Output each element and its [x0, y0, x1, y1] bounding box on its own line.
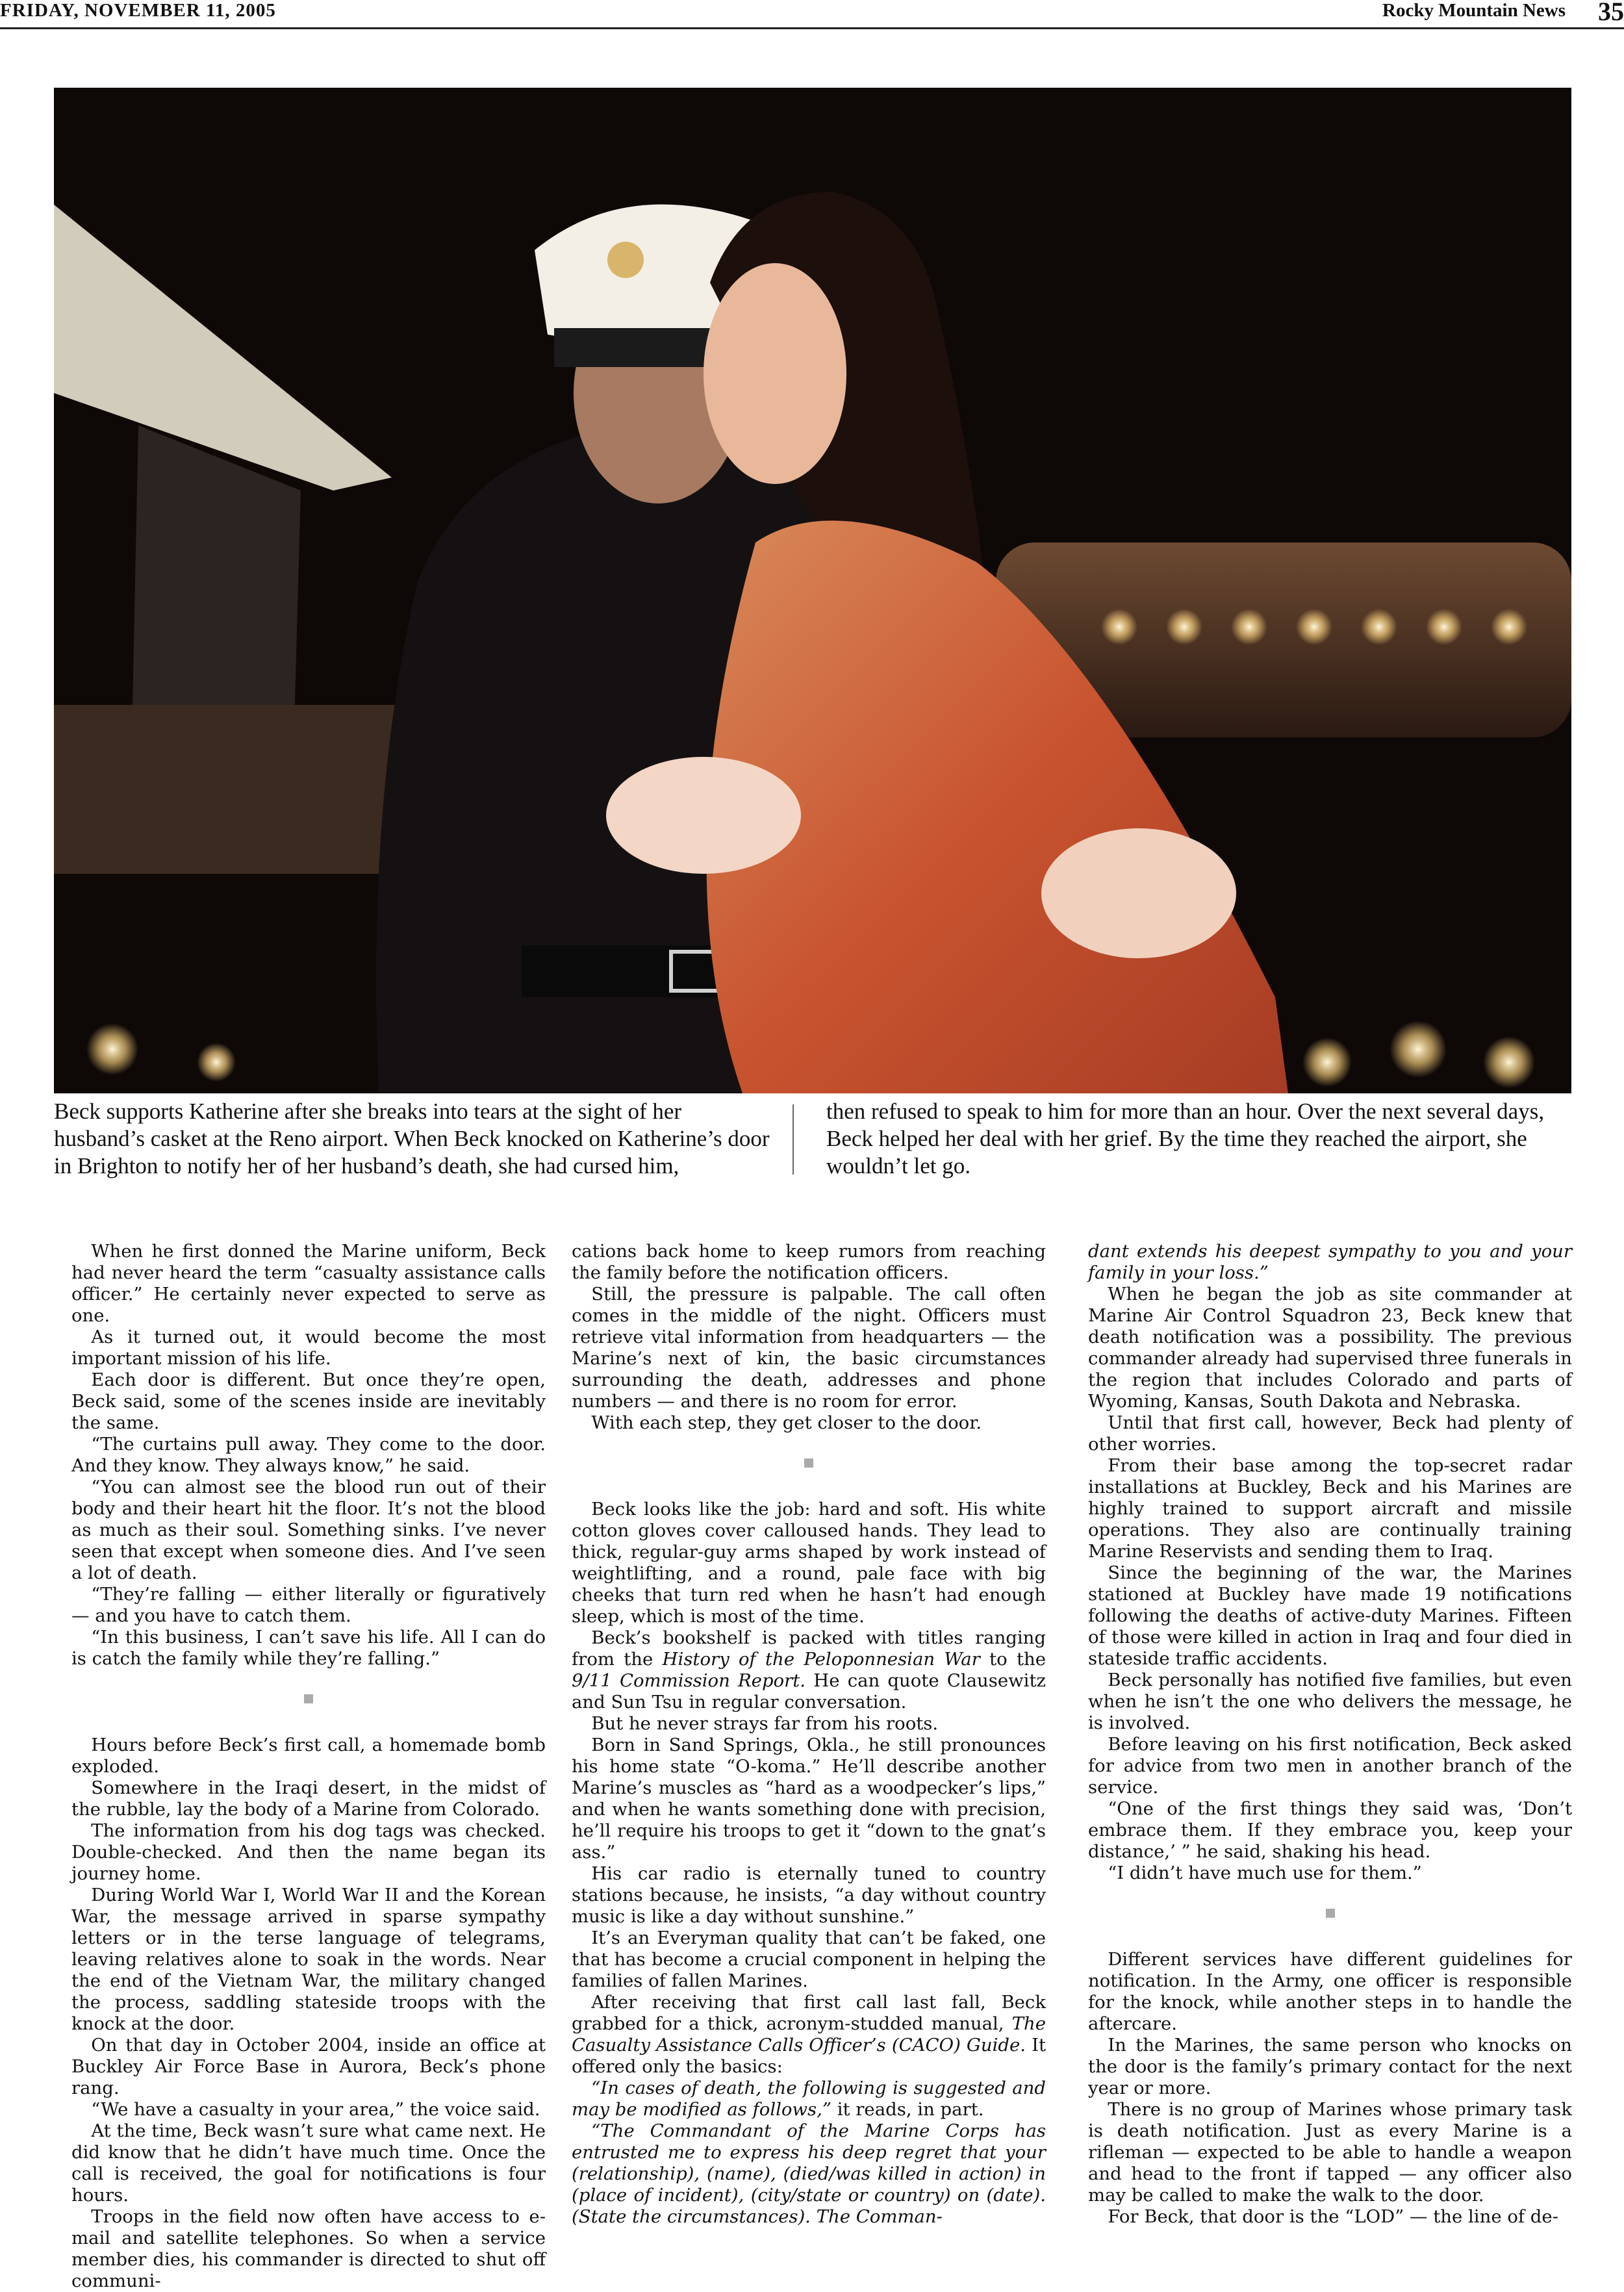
text-run: He can quote Clausewitz and Sun Tsu in regular conversation. — [572, 1670, 1046, 1713]
paragraph: It’s an Everyman quality that can’t be faked, one that has become a crucial component in helping the families of fallen Marines. — [572, 1928, 1046, 1991]
paragraph: In the Marines, the same person who knocks on the door is the family’s primary contact for the next year or more. — [1088, 2035, 1572, 2098]
publication-name: Rocky Mountain News — [1382, 0, 1566, 21]
text-run: It offered only the basics: — [572, 2035, 1047, 2077]
paragraph: From their base among the top-secret radar installations at Buckley, Beck and his Marines are highly trained to support aircraft and missile operations. They also are continually training Marine Reservists and sending them to Iraq. — [1088, 1455, 1572, 1562]
page-header — [0, 0, 1624, 29]
paragraph: Born in Sand Springs, Okla., he still pronounces his home state “O-koma.” He’ll describe another Marine’s muscles as “hard as a woodpecker’s lips,” and when he wants something done with precision, he’ll require his troops to get it “down to the gnat’s ass.” — [572, 1735, 1046, 1863]
paragraph: But he never strays far from his roots. — [591, 1713, 939, 1734]
paragraph: Different services have different guidelines for notification. In the Army, one officer is responsible for the knock, while another steps in to handle the aftercare. — [1088, 1949, 1572, 2034]
paragraph: The information from his dog tags was checked. Double-checked. And then the name began its journey home. — [71, 1820, 546, 1884]
paragraph: “The Commandant of the Marine Corps has entrusted me to express his deep regret that your (relationship), (name), (died/was killed in action) in (place of incident), (city/state or country) on (date). (State the circumstances). The Comman- — [572, 2120, 1046, 2227]
paragraph: During World War I, World War II and the Korean War, the message arrived in sparse sympathy letters or in the terse language of telegrams, leaving relatives alone to soak in the words. Near the end of the Vietnam War, the military changed the process, saddling stateside troops with the knock at the door. — [71, 1885, 546, 2034]
paragraph: For Beck, that door is the “LOD” — the line of de- — [1108, 2206, 1558, 2227]
paragraph: Since the beginning of the war, the Marines stationed at Buckley have made 19 notifications following the deaths of active-duty Marines. Fifteen of those were killed in action in Iraq and four died in stateside traffic accidents. — [1088, 1562, 1572, 1669]
text-run: Beck’s bookshelf is packed with titles ranging from the — [572, 1627, 1046, 1670]
paragraph: When he first donned the Marine uniform, Beck had never heard the term “casualty assistance calls officer.” He certainly never expected to serve as one. — [71, 1241, 546, 1326]
article-column-1 — [71, 1241, 546, 2292]
main-photo — [54, 88, 1571, 1093]
photo-caption-part2: then refused to speak to him for more than an hour. Over the next several days, Beck helped her deal with her grief. By the time they reached the airport, she wouldn’t let go. — [826, 1099, 1545, 1178]
paragraph: “In this business, I can’t save his life. All I can do is catch the family while they’re falling.” — [71, 1627, 546, 1669]
text-run: it reads, in part. — [831, 2099, 984, 2120]
quote-text: “In cases of death, the following is suggested and may be modified as follows,” — [572, 2078, 1046, 2120]
photo-marine-hugging-woman-icon — [54, 88, 1571, 1093]
photo-caption-part1: Beck supports Katherine after she breaks into tears at the sight of her husband’s casket at the Reno airport. When Beck knocked on Katherine’s door in Brighton to notify her of her husband’s death, she had cursed him, — [54, 1099, 770, 1178]
paragraph: Before leaving on his first notification, Beck asked for advice from two men in another branch of the service. — [1088, 1734, 1572, 1798]
page-number: 35 — [1598, 0, 1624, 26]
section-separator — [1088, 1884, 1572, 1949]
paragraph: “I didn’t have much use for them.” — [1108, 1863, 1422, 1883]
paragraph: There is no group of Marines whose primary task is death notification. Just as every Marine is a rifleman — expected to be able to handle a weapon and head to the front if tapped — any officer also may be called to make the walk to the door. — [1088, 2099, 1572, 2206]
paragraph: “They’re falling — either literally or figuratively — and you have to catch them. — [71, 1584, 546, 1626]
paragraph: Still, the pressure is palpable. The call often comes in the middle of the night. Officers must retrieve vital information from headquarters — the Marine’s next of kin, the basic circumstances surrounding the death, addresses and phone numbers — and there is no room for error. — [572, 1284, 1046, 1412]
paragraph: Hours before Beck’s first call, a homemade bomb exploded. — [71, 1735, 546, 1777]
book-title: 9/11 Commission Report. — [572, 1670, 806, 1691]
paragraph: “The curtains pull away. They come to the door. And they know. They always know,” he said. — [71, 1434, 546, 1476]
paragraph — [572, 1627, 1046, 1713]
paragraph: His car radio is eternally tuned to country stations because, he insists, “a day without country music is like a day without sunshine.” — [572, 1863, 1046, 1927]
paragraph: Somewhere in the Iraqi desert, in the midst of the rubble, lay the body of a Marine from Colorado. — [71, 1777, 546, 1820]
paragraph: “One of the first things they said was, ‘Don’t embrace them. If they embrace you, keep your distance,’ ” he said, shaking his head. — [1088, 1798, 1572, 1862]
section-separator — [572, 1434, 1046, 1499]
paragraph: At the time, Beck wasn’t sure what came next. He did know that he didn’t have much time. Once the call is received, the goal for notifications is four hours. — [71, 2120, 546, 2206]
text-run: After receiving that first call last fall, Beck grabbed for a thick, acronym-studded manual, — [572, 1992, 1046, 2034]
paragraph — [572, 2078, 1046, 2120]
paragraph: Beck looks like the job: hard and soft. His white cotton gloves cover calloused hands. They lead to thick, regular-guy arms shaped by work instead of weightlifting, and a round, pale face with big cheeks that turn red when he hasn’t had enough sleep, which is most of the time. — [572, 1499, 1046, 1627]
text-run: to the — [980, 1649, 1046, 1670]
article-column-3 — [1088, 1241, 1572, 2228]
manual-title: The Casualty Assistance Calls Officer’s (CACO) Guide. — [572, 2013, 1046, 2056]
paragraph: “You can almost see the blood run out of their body and their heart hit the floor. It’s not the blood as much as their soul. Something sinks. I’ve never seen that except when someone dies. And I’ve seen a lot of death. — [71, 1477, 546, 1583]
paragraph: When he began the job as site commander at Marine Air Control Squadron 23, Beck knew that death notification was a possibility. The previous commander already had supervised three funerals in the region that includes Colorado and parts of Wyoming, Kansas, South Dakota and Nebraska. — [1088, 1284, 1572, 1412]
issue-date: FRIDAY, NOVEMBER 11, 2005 — [0, 0, 276, 21]
paragraph: On that day in October 2004, inside an office at Buckley Air Force Base in Aurora, Beck’s phone rang. — [71, 2035, 546, 2098]
paragraph: As it turned out, it would become the most important mission of his life. — [71, 1327, 546, 1369]
book-title: History of the Peloponnesian War — [662, 1649, 980, 1670]
paragraph: cations back home to keep rumors from reaching the family before the notification officers. — [572, 1241, 1046, 1283]
paragraph: “We have a casualty in your area,” the voice said. — [91, 2099, 540, 2120]
section-separator — [71, 1670, 546, 1735]
paragraph: Each door is different. But once they’re open, Beck said, some of the scenes inside are inevitably the same. — [71, 1369, 546, 1433]
paragraph: Troops in the field now often have access to e-mail and satellite telephones. So when a service member dies, his commander is directed to shut off communi- — [71, 2206, 546, 2291]
paragraph: dant extends his deepest sympathy to you and your family in your loss.” — [1088, 1241, 1572, 1283]
article-column-2 — [572, 1241, 1046, 2228]
paragraph: Until that first call, however, Beck had plenty of other worries. — [1088, 1412, 1572, 1455]
paragraph: Beck personally has notified five families, but even when he isn’t the one who delivers the message, he is involved. — [1088, 1670, 1572, 1733]
paragraph: With each step, they get closer to the door. — [591, 1412, 982, 1433]
paragraph — [572, 1992, 1046, 2078]
caption-divider — [793, 1104, 794, 1175]
